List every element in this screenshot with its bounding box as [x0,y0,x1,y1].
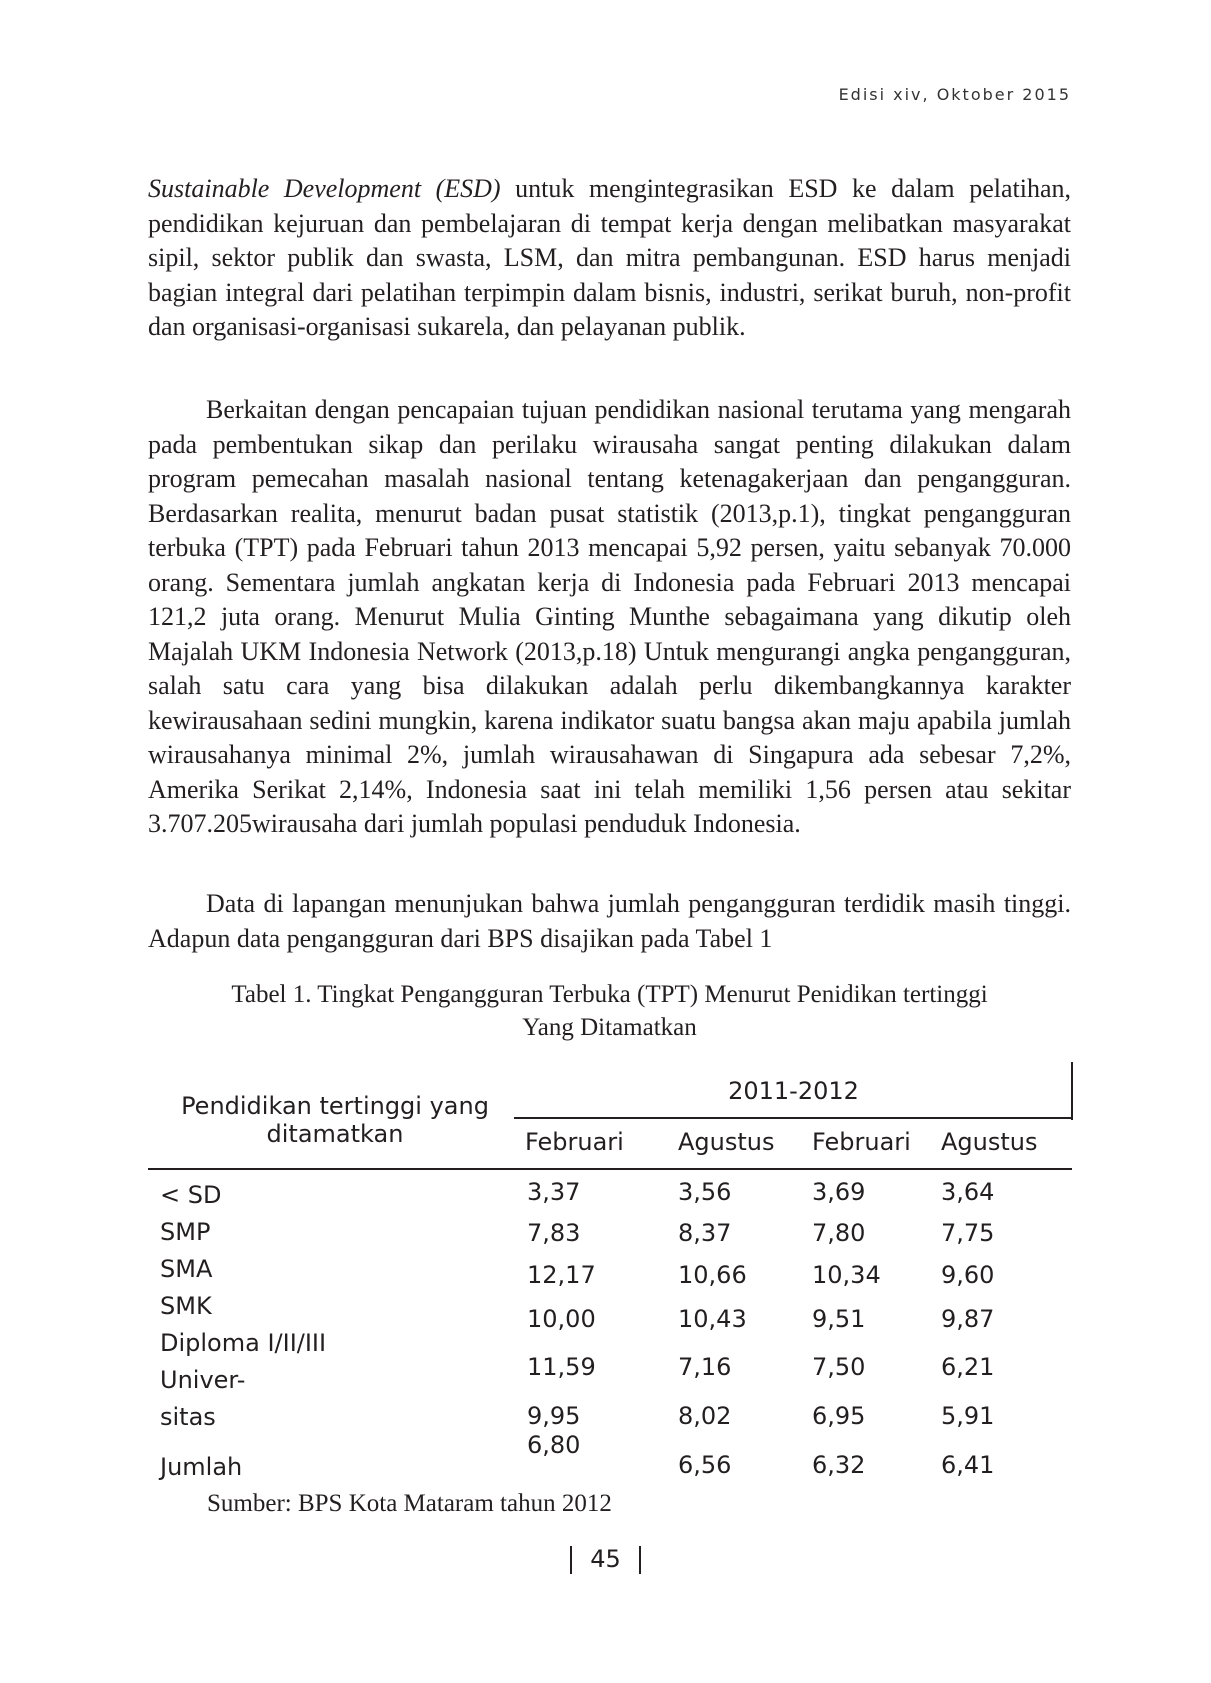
table-cell: 9,51 [812,1305,866,1333]
row-label: Jumlah [160,1453,243,1481]
table-rule-group [514,1117,1073,1119]
table-cell: 9,87 [941,1305,995,1333]
table-cell: 6,21 [941,1353,995,1381]
table-cell: 6,80 [527,1431,581,1459]
table-cell: 10,43 [678,1305,747,1333]
column-header: Februari [812,1128,911,1156]
row-header-line-1: Pendidikan tertinggi yang [181,1092,489,1120]
row-label: SMA [160,1255,213,1283]
table-caption-line-2: Yang Ditamatkan [522,1014,697,1041]
row-header [150,1092,520,1148]
table-cell: 7,83 [527,1219,581,1247]
table-cell: 3,64 [941,1178,995,1206]
table-cell: 6,95 [812,1402,866,1430]
table-cell: 7,16 [678,1353,732,1381]
paragraph-1 [148,172,1071,345]
table-source: Sumber: BPS Kota Mataram tahun 2012 [207,1490,612,1517]
paragraph-3 [148,887,1071,956]
table-cell: 12,17 [527,1261,596,1289]
paragraph-2 [148,393,1071,842]
row-header-line-2: ditamatkan [266,1120,404,1148]
table-cell: 5,91 [941,1402,995,1430]
page-number-bar-left [570,1546,572,1574]
row-label: SMP [160,1218,211,1246]
table-rule-header [148,1168,1072,1170]
table-cell: 3,37 [527,1178,581,1206]
table-cell: 6,56 [678,1451,732,1479]
running-header: Edisi xiv, Oktober 2015 [838,85,1071,104]
table-cell: 7,50 [812,1353,866,1381]
column-header: Agustus [941,1128,1038,1156]
table-cell: 10,66 [678,1261,747,1289]
group-header: 2011-2012 [728,1077,859,1105]
table-cell: 10,34 [812,1261,881,1289]
table-cell: 11,59 [527,1353,596,1381]
row-label: Diploma I/II/III [160,1329,327,1357]
row-label: sitas [160,1403,216,1431]
page-number-text: 45 [590,1545,621,1573]
table-cell: 7,80 [812,1219,866,1247]
paragraph-3-text: Data di lapangan menunjukan bahwa jumlah pengangguran terdidik masih tinggi. Adapun data pengangguran dari BPS disajikan pada Tabel 1 [148,889,1071,953]
table-cell: 8,37 [678,1219,732,1247]
row-label: Univer- [160,1366,246,1394]
table-cell: 3,69 [812,1178,866,1206]
page-number-bar-right [639,1546,641,1574]
table-cell: 3,56 [678,1178,732,1206]
row-label: < SD [160,1181,222,1209]
table-cell: 7,75 [941,1219,995,1247]
paragraph-1-text: untuk mengintegrasikan ESD ke dalam pelatihan, pendidikan kejuruan dan pembelajaran di tempat kerja dengan melibatkan masyarakat sipil, sektor publik dan swasta, LSM, dan mitra pembangunan. ESD harus menjadi bagian integral dari pelatihan terpimpin dalam bisnis, industri, serikat buruh, non-profit dan organisasi-organisasi sukarela, dan pelayanan publik. [148,174,1071,341]
table-cell: 8,02 [678,1402,732,1430]
row-label: SMK [160,1292,212,1320]
table-caption-line-1: Tabel 1. Tingkat Pengangguran Terbuka (TPT) Menurut Penidikan tertinggi [231,981,988,1008]
table-cell: 6,41 [941,1451,995,1479]
table-cell: 6,32 [812,1451,866,1479]
table-cell: 9,95 [527,1402,581,1430]
column-header: Februari [525,1128,624,1156]
italic-term: Sustainable Development (ESD) [148,174,501,203]
column-header: Agustus [678,1128,775,1156]
page-number [0,1545,1211,1574]
table-cell: 10,00 [527,1305,596,1333]
table-cell: 9,60 [941,1261,995,1289]
paragraph-2-text: Berkaitan dengan pencapaian tujuan pendidikan nasional terutama yang mengarah pada pembentukan sikap dan perilaku wirausaha sangat penting dilakukan dalam program pemecahan masalah nasional tentang ketenagakerjaan dan pengangguran. Berdasarkan realita, menurut badan pusat statistik (2013,p.1), tingkat pengangguran terbuka (TPT) pada Februari tahun 2013 mencapai 5,92 persen, yaitu sebanyak 70.000 orang. Sementara jumlah angkatan kerja di Indonesia pada Februari 2013 mencapai 121,2 juta orang. Menurut Mulia Ginting Munthe sebagaimana yang dikutip oleh Majalah UKM Indonesia Network (2013,p.18) Untuk mengurangi angka pengangguran, salah satu cara yang bisa dilakukan adalah perlu dikembangkannya karakter kewirausahaan sedini mungkin, karena indikator suatu bangsa akan maju apabila jumlah wirausahanya minimal 2%, jumlah wirausahawan di Singapura ada sebesar 7,2%, Amerika Serikat 2,14%, Indonesia saat ini telah memiliki 1,56 persen atau sekitar 3.707.205wirausaha dari jumlah populasi penduduk Indonesia. [148,395,1071,838]
table-caption [148,978,1071,1044]
